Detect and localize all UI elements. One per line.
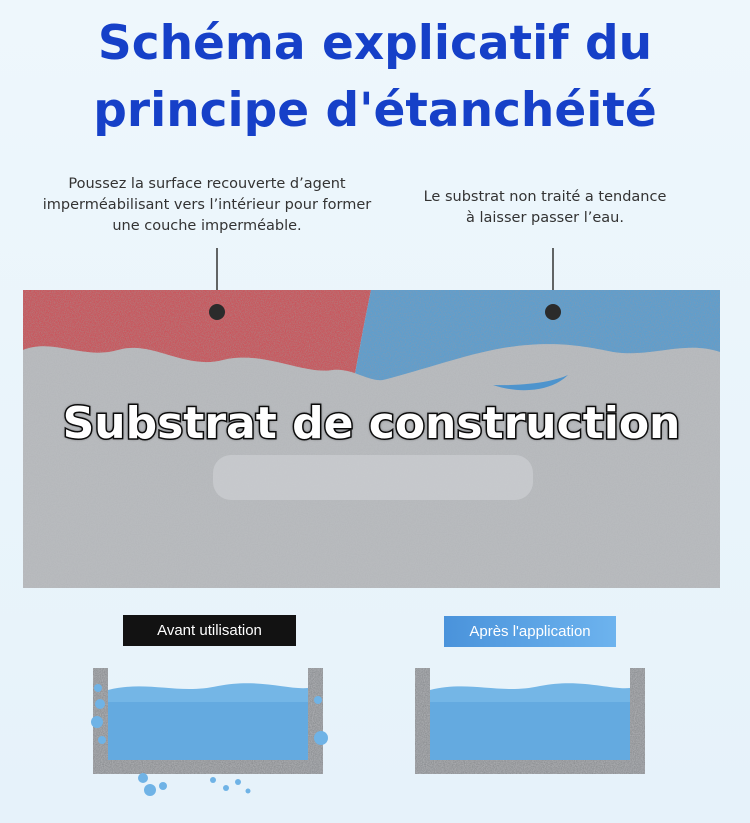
note-right-line-1: Le substrat non traité a tendance — [423, 189, 667, 205]
substrate-label: Substrat de construction — [62, 398, 681, 449]
tank-after-application — [410, 660, 650, 780]
note-left-line-3: une couche imperméable. — [112, 218, 302, 234]
title-line-2: principe d'étanchéité — [93, 83, 657, 138]
tank-before-use — [88, 660, 328, 800]
before-use-badge: Avant utilisation — [123, 615, 296, 646]
water-marker-dot — [545, 304, 561, 320]
pointer-lines — [0, 0, 750, 330]
after-application-badge: Après l'application — [444, 616, 616, 647]
title-line-1: Schéma explicatif du — [97, 16, 653, 71]
note-left-line-2: imperméabilisant vers l’intérieur pour former — [42, 197, 372, 213]
note-right-line-2: à laisser passer l’eau. — [466, 210, 624, 226]
note-left-line-1: Poussez la surface recouverte d’agent — [68, 176, 346, 192]
treated-marker-dot — [209, 304, 225, 320]
faded-block — [213, 455, 533, 500]
